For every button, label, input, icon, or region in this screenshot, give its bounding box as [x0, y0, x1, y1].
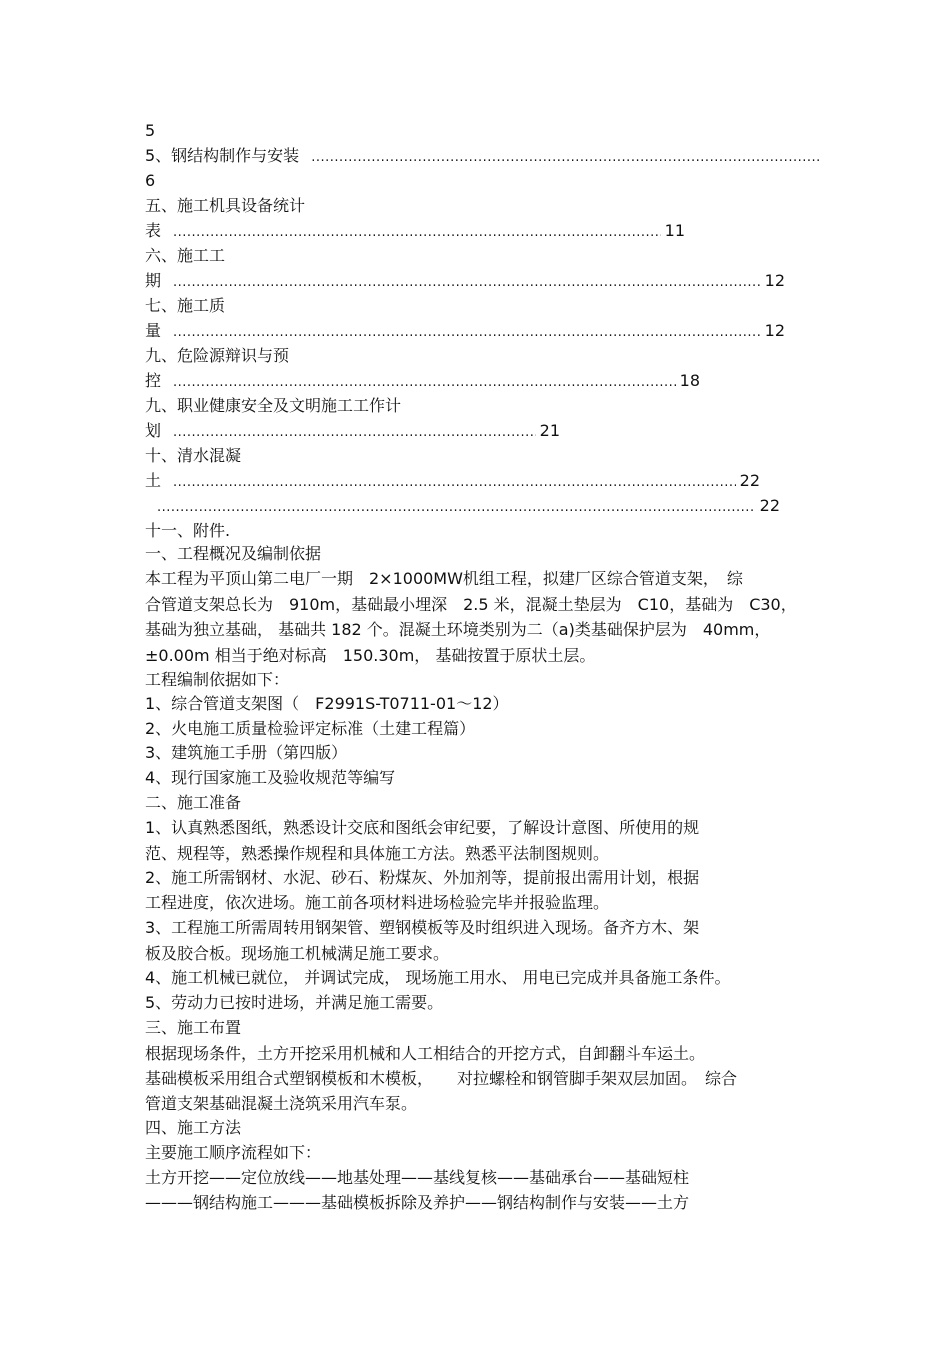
body-line: 范、规程等，熟悉操作规程和具体施工方法。熟悉平法制图规则。: [145, 844, 610, 863]
toc-entry-tail: 期: [145, 271, 162, 290]
toc-entry-heading[interactable]: 六、施工工: [145, 246, 226, 265]
toc-page-number: 12: [764, 271, 785, 290]
body-line: 合管道支架总长为 910m，基础最小埋深 2.5 米，混凝土垫层为 C10，基础为 C30，: [145, 595, 797, 614]
toc-entry-safety[interactable]: [145, 421, 560, 441]
toc-entry-attachments[interactable]: 十一、附件.: [145, 521, 231, 540]
list-item: 1、综合管道支架图（ F2991S-T0711-01～12）: [145, 694, 509, 713]
body-line: ±0.00m 相当于绝对标高 150.30m， 基础按置于原状土层。: [145, 646, 596, 665]
list-item: 1、认真熟悉图纸，熟悉设计交底和图纸会审纪要，了解设计意图、所使用的规: [145, 818, 700, 837]
toc-entry-heading[interactable]: 九、危险源辩识与预: [145, 346, 290, 365]
toc-entry-quality[interactable]: [145, 321, 785, 341]
toc-leader-dots: [173, 273, 761, 293]
list-item: 2、施工所需钢材、水泥、砂石、粉煤灰、外加剂等，提前报出需用计划，根据: [145, 868, 700, 887]
toc-page-number: 11: [664, 221, 685, 240]
toc-page-number: 5: [145, 121, 156, 140]
toc-entry-tail: 表: [145, 221, 162, 240]
body-line: 管道支架基础混凝土浇筑采用汽车泵。: [145, 1094, 418, 1113]
section-heading: 三、施工布置: [145, 1018, 242, 1037]
toc-leader-dots: [173, 423, 536, 443]
toc-leader-dots: [173, 473, 736, 493]
list-item: 4、现行国家施工及验收规范等编写: [145, 768, 396, 787]
toc-entry-concrete[interactable]: [145, 471, 760, 491]
toc-page-number: 12: [764, 321, 785, 340]
toc-entry-tail: 划: [145, 421, 162, 440]
toc-page-number: 6: [145, 171, 156, 190]
toc-entry-tail: 量: [145, 321, 162, 340]
flow-line: ———钢结构施工———基础模板拆除及养护——钢结构制作与安装——土方: [145, 1193, 690, 1212]
body-line: 工程编制依据如下：: [145, 670, 290, 689]
toc-entry-equipment[interactable]: [145, 221, 685, 241]
toc-entry-schedule[interactable]: [145, 271, 785, 291]
body-line: 基础为独立基础， 基础共 182 个。混凝土环境类别为二（a)类基础保护层为 40mm，: [145, 620, 771, 639]
body-line: 本工程为平顶山第二电厂一期 2×1000MW机组工程，拟建厂区综合管道支架， 综: [145, 569, 743, 588]
toc-page-number: 18: [679, 371, 700, 390]
toc-leader-dots: [173, 323, 761, 343]
toc-entry-unlabeled[interactable]: [145, 496, 780, 516]
toc-leader-dots: [173, 373, 676, 393]
section-heading: 四、施工方法: [145, 1118, 242, 1137]
toc-entry-tail: 控: [145, 371, 162, 390]
toc-entry-heading[interactable]: 九、职业健康安全及文明施工工作计: [145, 396, 402, 415]
section-heading: 一、工程概况及编制依据: [145, 544, 322, 563]
toc-page-number: 22: [759, 496, 780, 515]
toc-leader-dots: [157, 498, 756, 518]
toc-page-number: 21: [539, 421, 560, 440]
toc-entry-hazard[interactable]: [145, 371, 700, 391]
toc-entry-heading[interactable]: 五、施工机具设备统计: [145, 196, 306, 215]
toc-page-number: 22: [739, 471, 760, 490]
body-line: 主要施工顺序流程如下：: [145, 1143, 322, 1162]
toc-entry-tail: 土: [145, 471, 162, 490]
list-item: 3、工程施工所需周转用钢架管、塑钢模板等及时组织进入现场。备齐方木、架: [145, 918, 700, 937]
list-item: 2、火电施工质量检验评定标准（土建工程篇）: [145, 719, 476, 738]
list-item: 4、施工机械已就位， 并调试完成， 现场施工用水、 用电已完成并具备施工条件。: [145, 968, 731, 987]
list-item: 3、建筑施工手册（第四版）: [145, 743, 348, 762]
flow-line: 土方开挖——定位放线——地基处理——基线复核——基础承台——基础短柱: [145, 1168, 690, 1187]
toc-entry-label: 5、钢结构制作与安装: [145, 146, 300, 165]
toc-entry-heading[interactable]: 十、清水混凝: [145, 446, 242, 465]
toc-leader-dots: [173, 223, 661, 243]
body-line: 板及胶合板。现场施工机械满足施工要求。: [145, 944, 450, 963]
body-line: 基础模板采用组合式塑钢模板和木模板， 对拉螺栓和钢管脚手架双层加固。 综合: [145, 1069, 738, 1088]
toc-entry-heading[interactable]: 七、施工质: [145, 296, 226, 315]
list-item: 5、劳动力已按时进场，并满足施工需要。: [145, 993, 444, 1012]
toc-leader-dots: [311, 148, 821, 168]
section-heading: 二、施工准备: [145, 793, 242, 812]
body-line: 根据现场条件，土方开挖采用机械和人工相结合的开挖方式，自卸翻斗车运土。: [145, 1044, 706, 1063]
toc-entry-steel-structure[interactable]: [145, 146, 825, 166]
body-line: 工程进度，依次进场。施工前各项材料进场检验完毕并报验监理。: [145, 893, 610, 912]
